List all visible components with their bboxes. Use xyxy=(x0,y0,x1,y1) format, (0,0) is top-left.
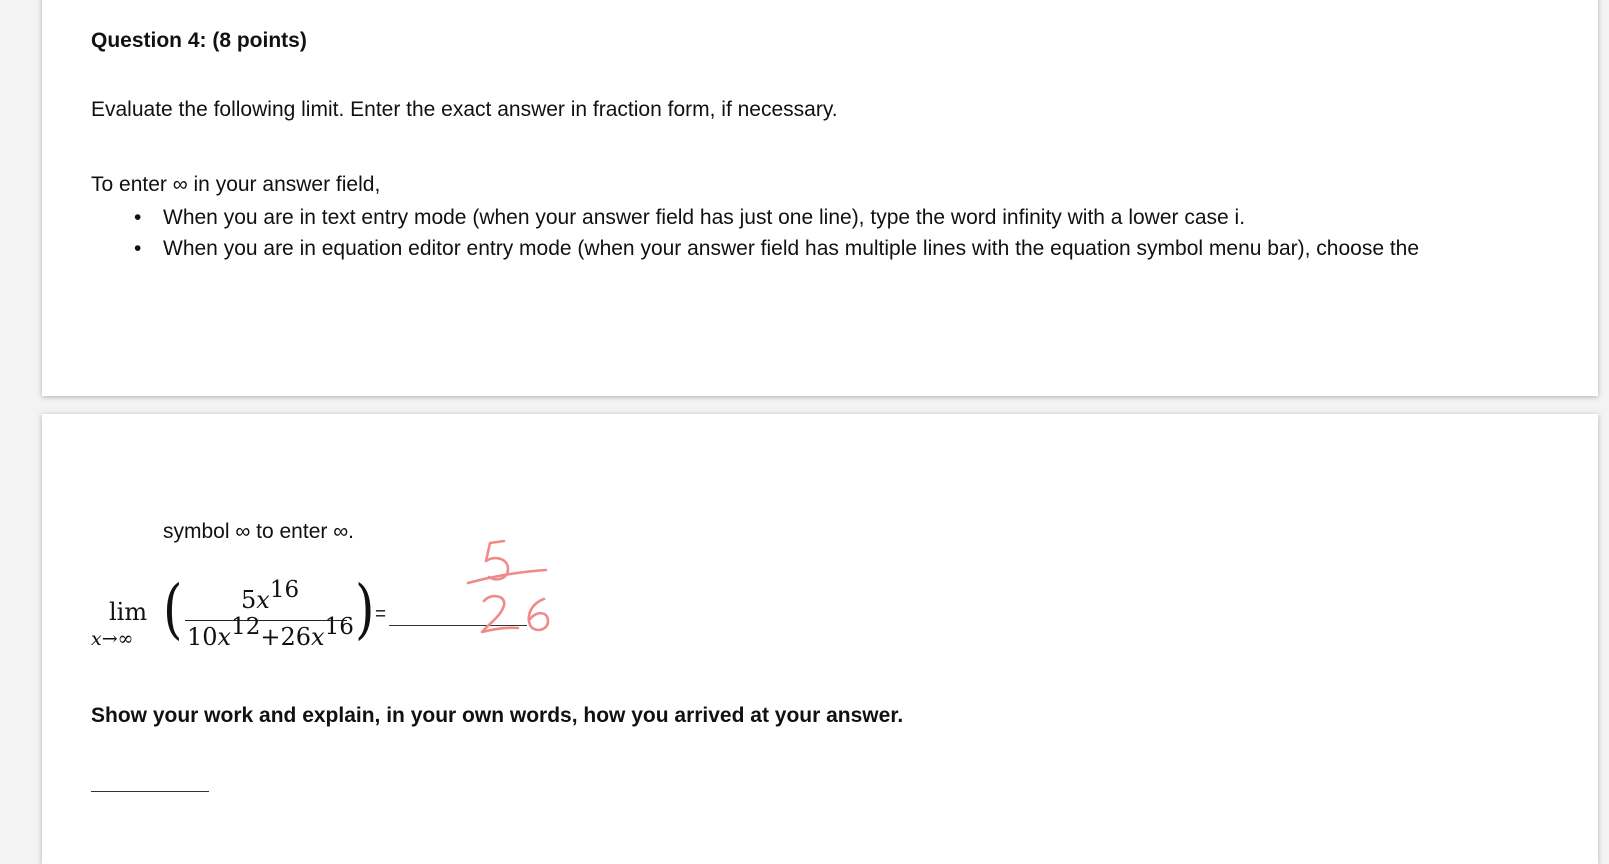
question-card-top xyxy=(42,0,1598,396)
bullet-text-entry-mode xyxy=(91,202,1419,233)
equals-sign: = xyxy=(375,604,387,625)
work-prompt: Show your work and explain, in your own words, how you arrived at your answer. xyxy=(91,704,904,727)
question-instruction: Evaluate the following limit. Enter the exact answer in fraction form, if necessary. xyxy=(91,98,838,121)
work-answer-line[interactable] xyxy=(91,791,209,792)
handwritten-denominator-digit-6 xyxy=(529,599,548,630)
infinity-entry-intro: To enter ∞ in your answer field, xyxy=(91,173,381,196)
lim-operator: lim xyxy=(109,598,148,626)
bullet-continuation: symbol ∞ to enter ∞. xyxy=(163,520,355,543)
fraction-bar xyxy=(185,620,347,621)
infinity-entry-instructions xyxy=(91,202,1419,264)
denominator-plus-term: +26 xyxy=(260,623,312,651)
numerator-coefficient: 5 xyxy=(241,586,257,614)
bullet-dot-icon: • xyxy=(134,206,142,229)
bullet-dot-icon: • xyxy=(134,237,142,260)
denominator-coefficient: 10 xyxy=(187,623,218,651)
fraction-numerator xyxy=(241,577,300,614)
fraction-denominator xyxy=(187,614,354,651)
bullet-text: When you are in text entry mode (when your answer field has just one line), type the word infinity with a lower case i. xyxy=(163,206,1246,229)
question-card-bottom xyxy=(42,414,1598,864)
denominator-variable: x xyxy=(217,623,232,651)
bullet-text: When you are in equation editor entry mode (when your answer field has multiple lines with the equation symbol menu bar), choose the xyxy=(163,237,1420,260)
right-parenthesis: ) xyxy=(355,571,375,647)
question-title: Question 4: (8 points) xyxy=(91,29,307,52)
numerator-variable: x xyxy=(256,586,270,614)
lim-subscript: x→∞ xyxy=(91,628,134,650)
numerator-exponent: 16 xyxy=(269,577,300,603)
left-parenthesis: ( xyxy=(163,571,183,647)
denominator-exponent: 16 xyxy=(324,614,354,640)
denominator-variable: x xyxy=(311,623,325,651)
handwritten-answer xyxy=(460,539,570,649)
bullet-equation-editor-mode xyxy=(91,233,1419,264)
handwritten-denominator-digit-2 xyxy=(482,596,518,632)
denominator-exponent: 12 xyxy=(231,614,261,640)
